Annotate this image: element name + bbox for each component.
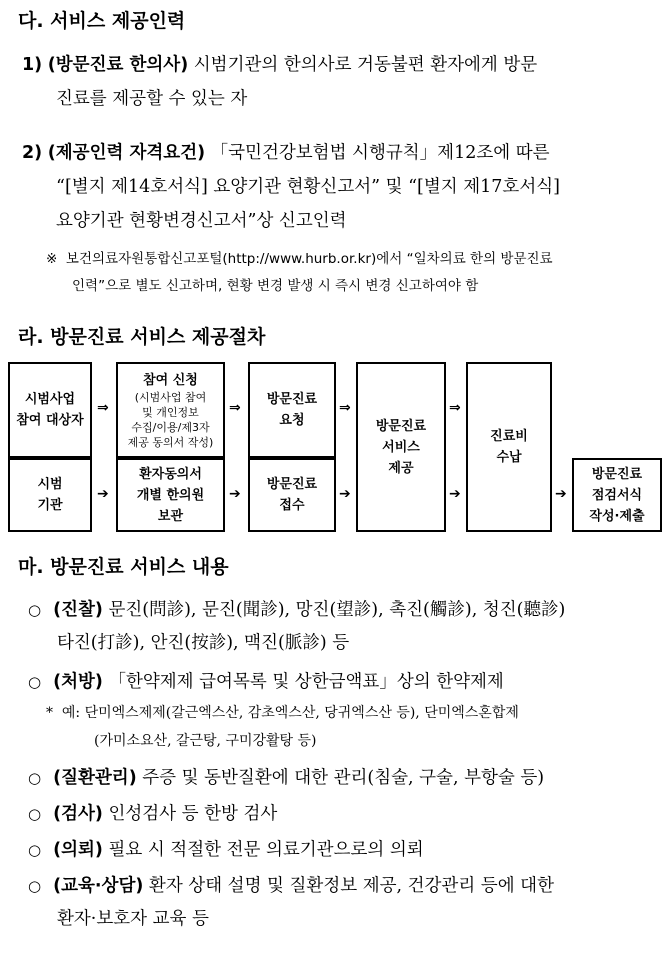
bullet-icon: ○ — [28, 805, 42, 823]
flow-box-service: 방문진료 서비스 제공 — [356, 362, 446, 532]
apply-title: 참여 신청 — [143, 372, 198, 388]
open-arrow-icon: ⇒ — [97, 400, 109, 416]
bullet-label: (검사) — [53, 804, 103, 824]
item-label: (방문진료 한의사) — [47, 55, 189, 75]
bullet-icon: ○ — [28, 601, 42, 619]
bullet-prescription — [28, 666, 658, 699]
bullet-text-cont: 타진(打診), 안진(按診), 맥진(脈診) 등 — [57, 633, 350, 653]
section-title-procedure: 라. 방문진료 서비스 제공절차 — [18, 326, 266, 348]
apply-detail: (시범사업 참여 및 개인정보 수집/이용/제3자 제공 동의서 작성) — [127, 390, 214, 449]
bullet-label: (교육·상담) — [53, 876, 144, 896]
item-text-cont: 진료를 제공할 수 있는 자 — [56, 89, 248, 109]
item-text-cont: “[별지 제14호서식] 요양기관 현황신고서” 및 “[별지 제17호서식] — [56, 177, 560, 197]
bullet-icon: ○ — [28, 673, 42, 691]
bullet-text: 주증 및 동반질환에 대한 관리(침술, 구술, 부항술 등) — [136, 768, 545, 788]
bullet-label: (진찰) — [53, 600, 103, 620]
staff-item-2 — [22, 136, 662, 238]
flow-box-request: 방문진료 요청 — [248, 362, 336, 458]
open-arrow-icon: ⇒ — [339, 400, 351, 416]
bullet-text: 「한약제제 급여목록 및 상한금액표」상의 한약제제 — [102, 672, 504, 692]
bullet-text-cont: 환자·보호자 교육 등 — [57, 909, 209, 929]
flow-box-institution: 시범 기관 — [8, 458, 92, 532]
flow-box-payment: 진료비 수납 — [466, 362, 552, 532]
note-text: 예: 단미엑스제제(갈근엑스산, 감초엑스산, 당귀엑스산 등), 단미엑스혼합제 — [61, 705, 519, 721]
section-title-content: 마. 방문진료 서비스 내용 — [18, 556, 229, 578]
bullet-text: 필요 시 적절한 전문 의료기관으로의 의뢰 — [102, 840, 424, 860]
note-text-cont: (가미소요산, 갈근탕, 구미강활탕 등) — [94, 733, 317, 749]
registration-note — [46, 246, 662, 300]
open-arrow-icon: ⇒ — [229, 400, 241, 416]
bullet-text: 환자 상태 설명 및 질환정보 제공, 건강관리 등에 대한 — [143, 876, 554, 896]
item-label: (제공인력 자격요건) — [47, 143, 206, 163]
staff-item-1 — [22, 48, 662, 116]
bullet-icon: ○ — [28, 769, 42, 787]
bullet-icon: ○ — [28, 841, 42, 859]
flow-box-participant: 시범사업 참여 대상자 — [8, 362, 92, 458]
note-mark: ※ — [46, 251, 58, 267]
solid-arrow-icon: ➔ — [229, 486, 241, 502]
item-text: 「국민건강보험법 시행규칙」제12조에 따른 — [205, 143, 550, 163]
bullet-text: 문진(問診), 문진(聞診), 망진(望診), 촉진(觸診), 청진(聽診) — [102, 600, 566, 620]
section-title-staff: 다. 서비스 제공인력 — [18, 10, 186, 32]
item-number: 1) — [22, 55, 43, 75]
bullet-label: (처방) — [53, 672, 103, 692]
flow-box-receipt: 방문진료 접수 — [248, 458, 336, 532]
note-text-cont: 인력”으로 별도 신고하며, 현황 변경 발생 시 즉시 변경 신고하여야 함 — [72, 278, 479, 294]
flow-box-apply — [116, 362, 225, 458]
prescription-note — [46, 699, 662, 755]
solid-arrow-icon: ➔ — [339, 486, 351, 502]
bullet-label: (의뢰) — [53, 840, 103, 860]
item-text: 시범기관의 한의사로 거동불편 환자에게 방문 — [188, 55, 538, 75]
bullet-text: 인성검사 등 한방 검사 — [102, 804, 278, 824]
solid-arrow-icon: ➔ — [449, 486, 461, 502]
note-mark: * — [46, 705, 53, 721]
bullet-disease-management — [28, 762, 658, 795]
bullet-education — [28, 870, 658, 936]
bullet-test — [28, 798, 658, 831]
item-text-cont: 요양기관 현황변경신고서”상 신고인력 — [56, 211, 347, 231]
flow-box-report: 방문진료 점검서식 작성·제출 — [572, 458, 662, 532]
solid-arrow-icon: ➔ — [555, 486, 567, 502]
bullet-label: (질환관리) — [53, 768, 137, 788]
solid-arrow-icon: ➔ — [97, 486, 109, 502]
bullet-referral — [28, 834, 658, 867]
open-arrow-icon: ⇒ — [449, 400, 461, 416]
item-number: 2) — [22, 143, 43, 163]
bullet-icon: ○ — [28, 877, 42, 895]
bullet-examination — [28, 594, 658, 660]
note-text: 보건의료자원통합신고포털(http://www.hurb.or.kr)에서 “일차의료 한의 방문진료 — [65, 251, 553, 267]
flow-box-consent: 환자동의서 개별 한의원 보관 — [116, 458, 225, 532]
